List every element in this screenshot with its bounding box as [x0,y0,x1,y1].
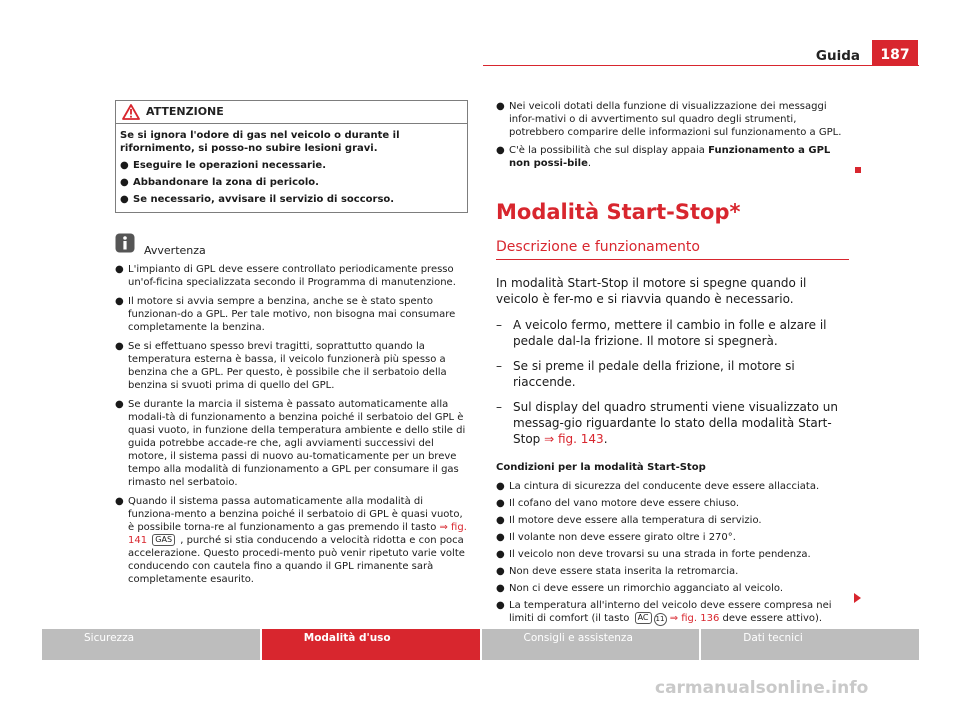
right-column [496,100,849,626]
attention-bullet: ● Abbandonare la zona di pericolo. [120,177,319,188]
procedure-step: – Se si preme il pedale della frizione, il motore si riaccende. [496,359,795,389]
condition-item: ● La temperatura all'interno del veicolo deve essere compresa nei limiti di comfort (il tasto AC 11 ⇒ fig. 136 deve essere attivo). [496,600,832,624]
note-item: ● L'impianto di GPL deve essere controllato periodicamente presso un'of-ficina specializzata secondo il Programma di manutenzione. [115,264,456,288]
condition-item: ● Non ci deve essere un rimorchio agganciato al veicolo. [496,583,784,594]
gas-key-icon: GAS [152,534,175,546]
warning-triangle-icon [122,104,140,124]
attention-intro: Se si ignora l'odore di gas nel veicolo o durante il rifornimento, si posso-no subire lesioni gravi. [120,130,400,154]
display-message: Funzionamento a GPL non possi-bile [509,145,831,169]
condition-item: ● Non deve essere stata inserita la retromarcia. [496,566,739,577]
note-title: Avvertenza [144,244,206,257]
right-note-item: ● C'è la possibilità che sul display appaia Funzionamento a GPL non possi-bile. [496,145,831,169]
condition-item: ● La cintura di sicurezza del conducente deve essere allacciata. [496,481,820,492]
info-note-icon [115,233,135,257]
attention-bullet: ● Se necessario, avvisare il servizio di soccorso. [120,194,395,205]
figure-reference-link[interactable]: ⇒ fig. 136 [669,613,720,624]
watermark: carmanualsonline.info [655,678,869,698]
attention-box [115,100,468,213]
running-header-title: Guida [815,48,860,64]
figure-reference-link[interactable]: ⇒ fig. 141 [128,522,467,546]
procedure-step: – A veicolo fermo, mettere il cambio in folle e alzare il pedale dal-la frizione. Il motore si spegnerà. [496,318,827,348]
attention-header [116,101,467,124]
callout-number-icon: 11 [654,613,667,626]
condition-item: ● Il volante non deve essere girato oltre i 270°. [496,532,736,543]
section-subtitle: Descrizione e funzionamento [496,238,849,260]
figure-reference-link[interactable]: ⇒ fig. 143 [544,432,604,446]
header-rule [483,65,919,66]
section-title: Modalità Start-Stop* [496,200,741,224]
note-body [115,263,468,586]
note-item: ● Il motore si avvia sempre a benzina, anche se è stato spento funzionan-do a GPL. Per tale motivo, non bisogna mai consumare completamente la benzina. [115,296,456,333]
continue-arrow-icon [853,588,862,607]
attention-body [116,124,467,212]
note-item: ● Se si effettuano spesso brevi tragitti, soprattutto quando la temperatura esterna è bassa, il veicolo funzionerà più spesso a benzina che a GPL. Per questo, è possibile che il serbatoio della benzina si svuoti prima di quello del GPL. [115,341,447,391]
condition-item: ● Il motore deve essere alla temperatura di servizio. [496,515,762,526]
note-item: ● Quando il sistema passa automaticamente alla modalità di funziona-mento a benzina poiché il serbatoio di GPL è quasi vuoto, è possibile torna-re al funzionamento a gas premendo il tasto ⇒ fig. 141 GAS , purché si stia conducendo a velocità ridotta e con poca accelerazione. Questo procedi-mento può venir ripetuto varie volte conducendo con cautela fino a quando il GPL rimanente sarà completamente esaurito. [115,496,467,585]
note-header [115,235,468,257]
tab-dati-tecnici[interactable]: Dati tecnici [701,629,919,660]
conditions-title: Condizioni per la modalità Start-Stop [496,462,706,473]
section-intro: In modalità Start-Stop il motore si spegne quando il veicolo è fer-mo e si riavvia quando è necessario. [496,276,807,306]
right-note-item: ● Nei veicoli dotati della funzione di visualizzazione dei messaggi infor-mativi o di avvertimento sul quadro degli strumenti, potrebbero comparire delle informazioni sul funzionamento a GPL. [496,101,842,138]
condition-item: ● Il cofano del vano motore deve essere chiuso. [496,498,740,509]
page-number: 187 [872,40,918,66]
left-column [115,100,468,592]
tab-sicurezza[interactable]: Sicurezza [42,629,260,660]
footer-nav [42,629,919,660]
ac-key-icon: AC [635,612,652,624]
procedure-step: – Sul display del quadro strumenti viene visualizzato un messag-gio riguardante lo stato della modalità Start-Stop ⇒ fig. 143. [496,400,838,446]
condition-item: ● Il veicolo non deve trovarsi su una strada in forte pendenza. [496,549,811,560]
attention-title: ATTENZIONE [146,105,224,118]
tab-consigli-assistenza[interactable]: Consigli e assistenza [482,629,700,660]
end-square-icon [855,158,861,177]
note-item: ● Se durante la marcia il sistema è passato automaticamente alla modali-tà di funzionamento a benzina poiché il serbatoio del GPL è quasi vuoto, in funzione della temperatura ambiente e dello stile di guida potrebbe accade-re che, agli avviamenti successivi del motore, il sistema passi di nuovo au-tomaticamente per un breve tempo alla modalità di funzionamento a GPL per consumare il gas rimasto nel serbatoio. [115,399,466,488]
tab-modalita-uso[interactable]: Modalità d'uso [262,629,480,660]
attention-bullet: ● Eseguire le operazioni necessarie. [120,160,326,171]
